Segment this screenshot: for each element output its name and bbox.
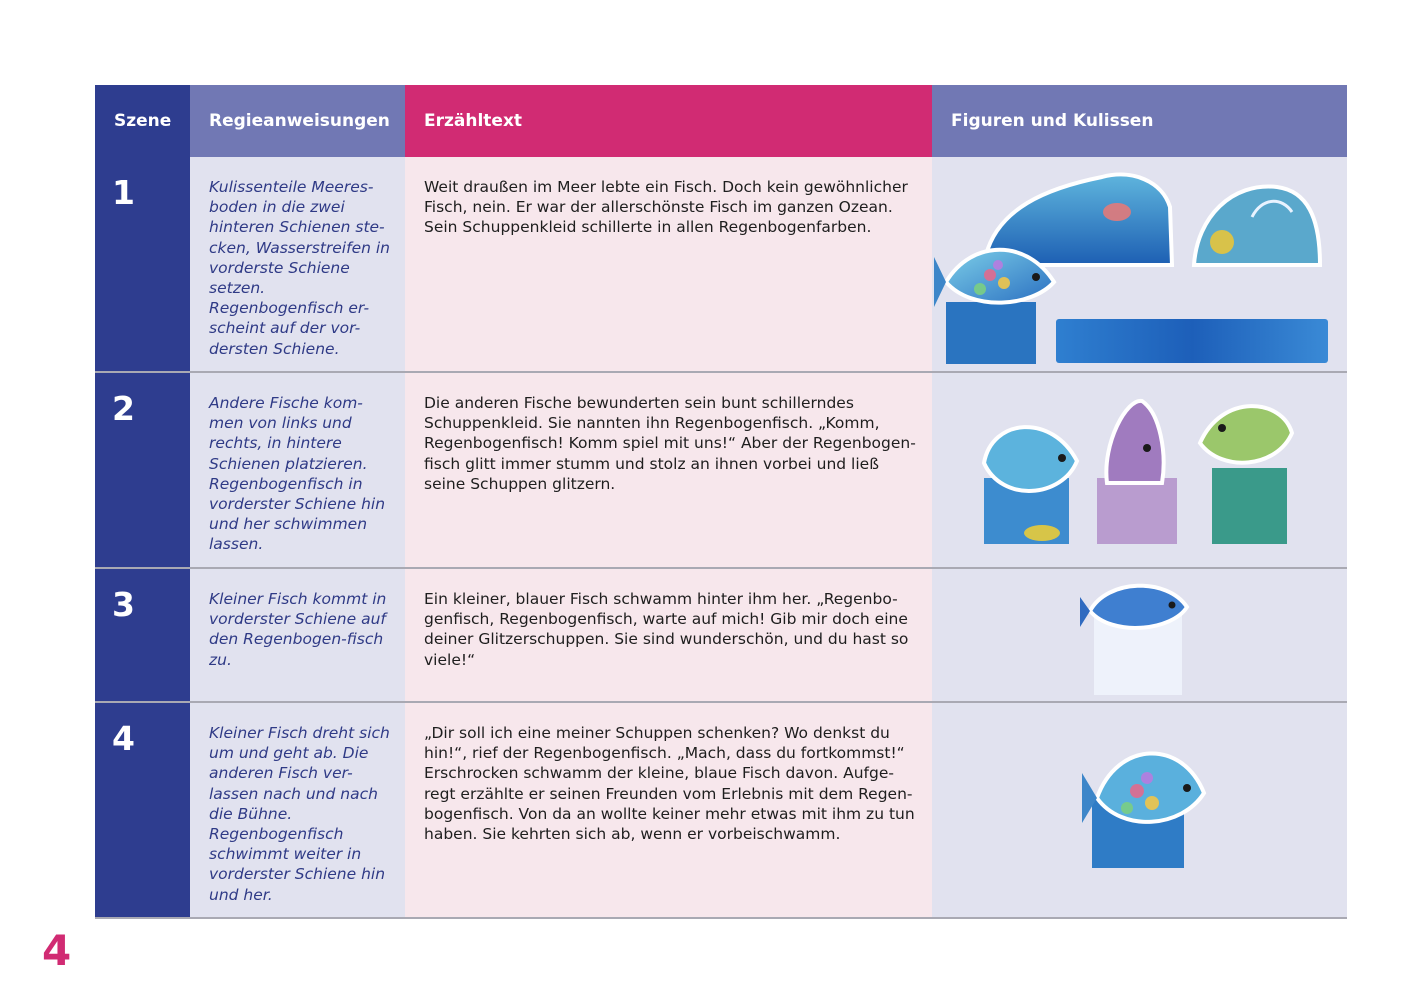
green-fish-icon [1200, 406, 1292, 463]
header-narration: Erzähltext [405, 85, 932, 157]
scene-number: 3 [95, 569, 190, 701]
header-figures: Figuren und Kulissen [932, 85, 1347, 157]
water-strip [1056, 319, 1328, 363]
scene-table [95, 85, 1347, 919]
shell-icon [1103, 203, 1131, 221]
fish-stand [1097, 478, 1177, 544]
rainbow-fish-illustration [932, 703, 1347, 919]
stage-direction: Kleiner Fisch kommt in vorderster Schiene auf den Regenbogen-fisch zu. [190, 569, 405, 701]
narration-text: Die anderen Fische bewunderten sein bunt schillerndes Schuppenkleid. Sie nannten ihn Regenbogenfisch. „Komm, Regenbogenfisch! Komm spiel mit uns!“ Aber der Regenbogen-fisch glitt immer stumm und stolz an ihnen vorbei und ließ seine Schuppen glitzern. [405, 373, 932, 567]
seabed-backdrop-illustrations [932, 157, 1347, 373]
figures-cell [932, 373, 1347, 567]
narration-text: Ein kleiner, blauer Fisch schwamm hinter ihm her. „Regenbo-genfisch, Regenbogenfisch, warte auf mich! Gib mir doch eine deiner Glitzerschuppen. Sie sind wunderschön, und du hast so viele!“ [405, 569, 932, 701]
little-blue-fish-illustration [932, 569, 1347, 703]
anemone-icon [1210, 230, 1234, 254]
stage-direction: Kleiner Fisch dreht sich um und geht ab. Die anderen Fisch ver-lassen nach und nach die Bühne. Regenbogenfisch schwimmt weiter in vorderster Schiene hin und her. [190, 703, 405, 917]
figures-cell [932, 569, 1347, 701]
table-row [95, 569, 1347, 703]
seabed-piece-small [1194, 187, 1320, 265]
scene-number: 4 [95, 703, 190, 917]
header-directions: Regieanweisungen [190, 85, 405, 157]
table-row [95, 373, 1347, 569]
page-number: 4 [42, 926, 72, 975]
stage-direction: Andere Fische kom-men von links und rechts, in hintere Schienen platzieren. Regenbogenfisch in vorderster Schiene hin und her schwimmen lassen. [190, 373, 405, 567]
narration-text: „Dir soll ich eine meiner Schuppen schenken? Wo denkst du hin!“, rief der Regenbogenfisch. „Mach, dass du fortkommst!“ Erschrocken schwamm der kleine, blaue Fisch davon. Aufge-regt erzählte er seinen Freunden vom Erlebnis mit dem Regen-bogenfisch. Von da an wollte keiner mehr etwas mit ihm zu tun haben. Sie kehrten sich ab, wenn er vorbeischwamm. [405, 703, 932, 917]
other-fish-illustrations [932, 373, 1347, 569]
table-row [95, 703, 1347, 919]
scene-number: 1 [95, 157, 190, 371]
fish-stand [1212, 468, 1287, 544]
table-row [95, 157, 1347, 373]
stage-direction: Kulissenteile Meeres-boden in die zwei hinteren Schienen ste-cken, Wasserstreifen in vorderste Schiene setzen. Regenbogenfisch er-scheint auf der vor-dersten Schiene. [190, 157, 405, 371]
narration-text: Weit draußen im Meer lebte ein Fisch. Doch kein gewöhnlicher Fisch, nein. Er war der allerschönste Fisch im ganzen Ozean. Sein Schuppenkleid schillerte in allen Regenbogenfarben. [405, 157, 932, 371]
figures-cell [932, 703, 1347, 917]
table-header [95, 85, 1347, 157]
scene-number: 2 [95, 373, 190, 567]
purple-fish-icon [1106, 401, 1163, 483]
fish-stand [946, 302, 1036, 364]
header-scene: Szene [95, 85, 190, 157]
figures-cell [932, 157, 1347, 371]
